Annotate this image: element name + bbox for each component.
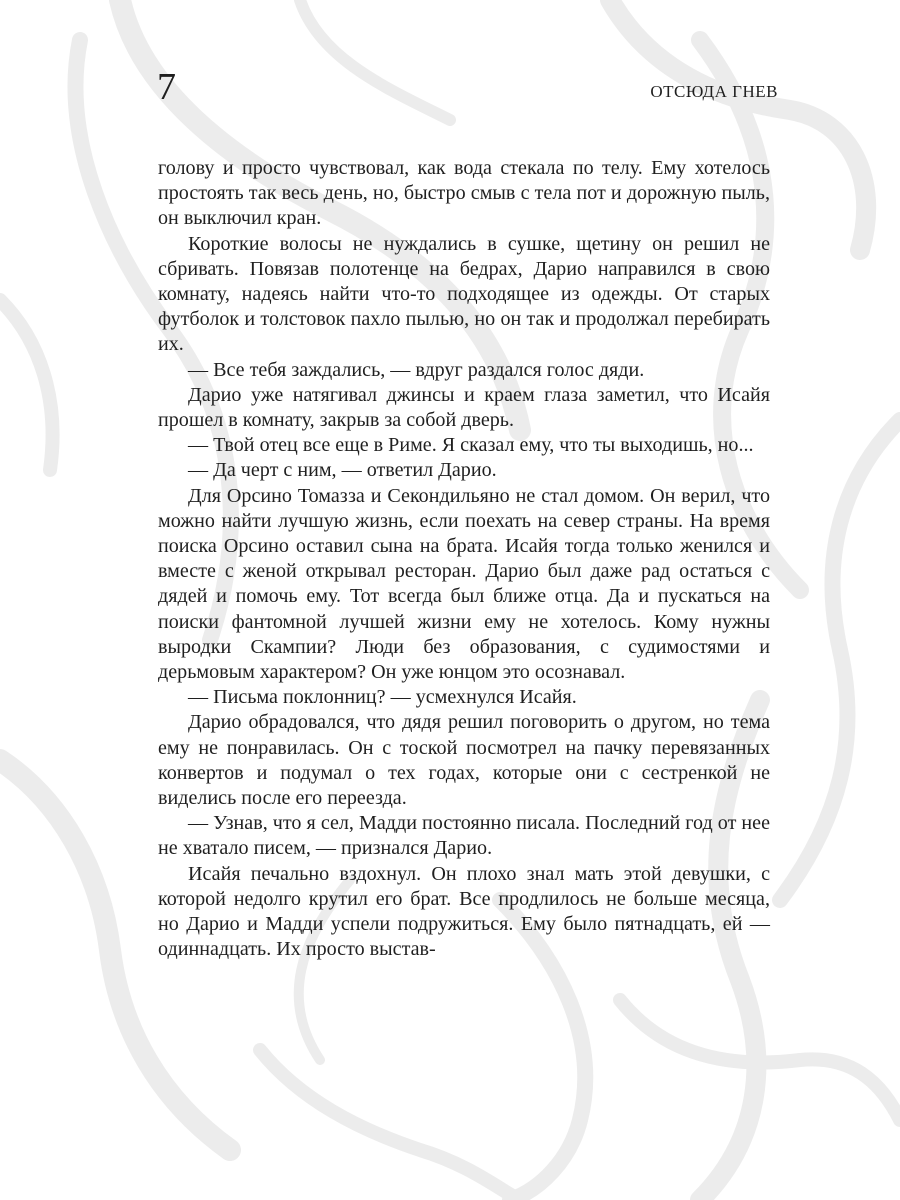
paragraph: Исайя печально вздохнул. Он плохо знал мать этой девушки, с которой недолго крутил его брат. Все продлилось не больше месяца, но Дарио и Мадди успели подружиться. Ему было пятнадцать, ей — одиннадцать. Их просто выстав- (158, 862, 770, 961)
paragraph: голову и просто чувствовал, как вода стекала по телу. Ему хотелось простоять так весь день, но, быстро смыв с тела пот и дорожную пыль, он выключил кран. (158, 157, 770, 230)
paragraph: Короткие волосы не нуждались в сушке, щетину он решил не сбривать. Повязав полотенце на бедрах, Дарио направился в свою комнату, надеясь найти что-то подходящее из одежды. От старых футболок и толстовок пахло пылью, но он так и продолжал перебирать их. (158, 232, 770, 356)
paragraph: Дарио обрадовался, что дядя решил поговорить о другом, но тема ему не понравилась. Он с тоской посмотрел на пачку перевязанных конвертов и подумал о тех годах, которые они с сестренкой не виделись после его переезда. (158, 711, 770, 810)
running-title: ОТСЮДА ГНЕВ (650, 82, 778, 101)
page-number: 7 (157, 66, 176, 108)
paragraph: — Твой отец все еще в Риме. Я сказал ему, что ты выходишь, но... (188, 434, 754, 457)
paragraph: Дарио уже натягивал джинсы и краем глаза заметил, что Исайя прошел в комнату, закрыв за собой дверь. (158, 383, 770, 432)
paragraph: Для Орсино Томазза и Секондильяно не стал домом. Он верил, что можно найти лучшую жизнь, если поехать на север страны. На время поиска Орсино оставил сына на брата. Исайя тогда только женился и вместе с женой открывал ресторан. Дарио был даже рад остаться с дядей и помочь ему. Тот всегда был ближе отца. Да и пускаться на поиски фантомной лучшей жизни ему не хотелось. Кому нужны выродки Скампии? Люди без образования, с судимостями и дерьмовым характером? Он уже юнцом это осознавал. (158, 484, 770, 684)
body-text (158, 156, 770, 963)
paragraph: — Да черт с ним, — ответил Дарио. (188, 459, 497, 482)
paragraph: — Все тебя заждались, — вдруг раздался голос дяди. (188, 358, 645, 381)
paragraph: — Узнав, что я сел, Мадди постоянно писала. Последний год от нее не хватало писем, — признался Дарио. (158, 812, 770, 860)
paragraph: — Письма поклонниц? — усмехнулся Исайя. (188, 686, 577, 709)
